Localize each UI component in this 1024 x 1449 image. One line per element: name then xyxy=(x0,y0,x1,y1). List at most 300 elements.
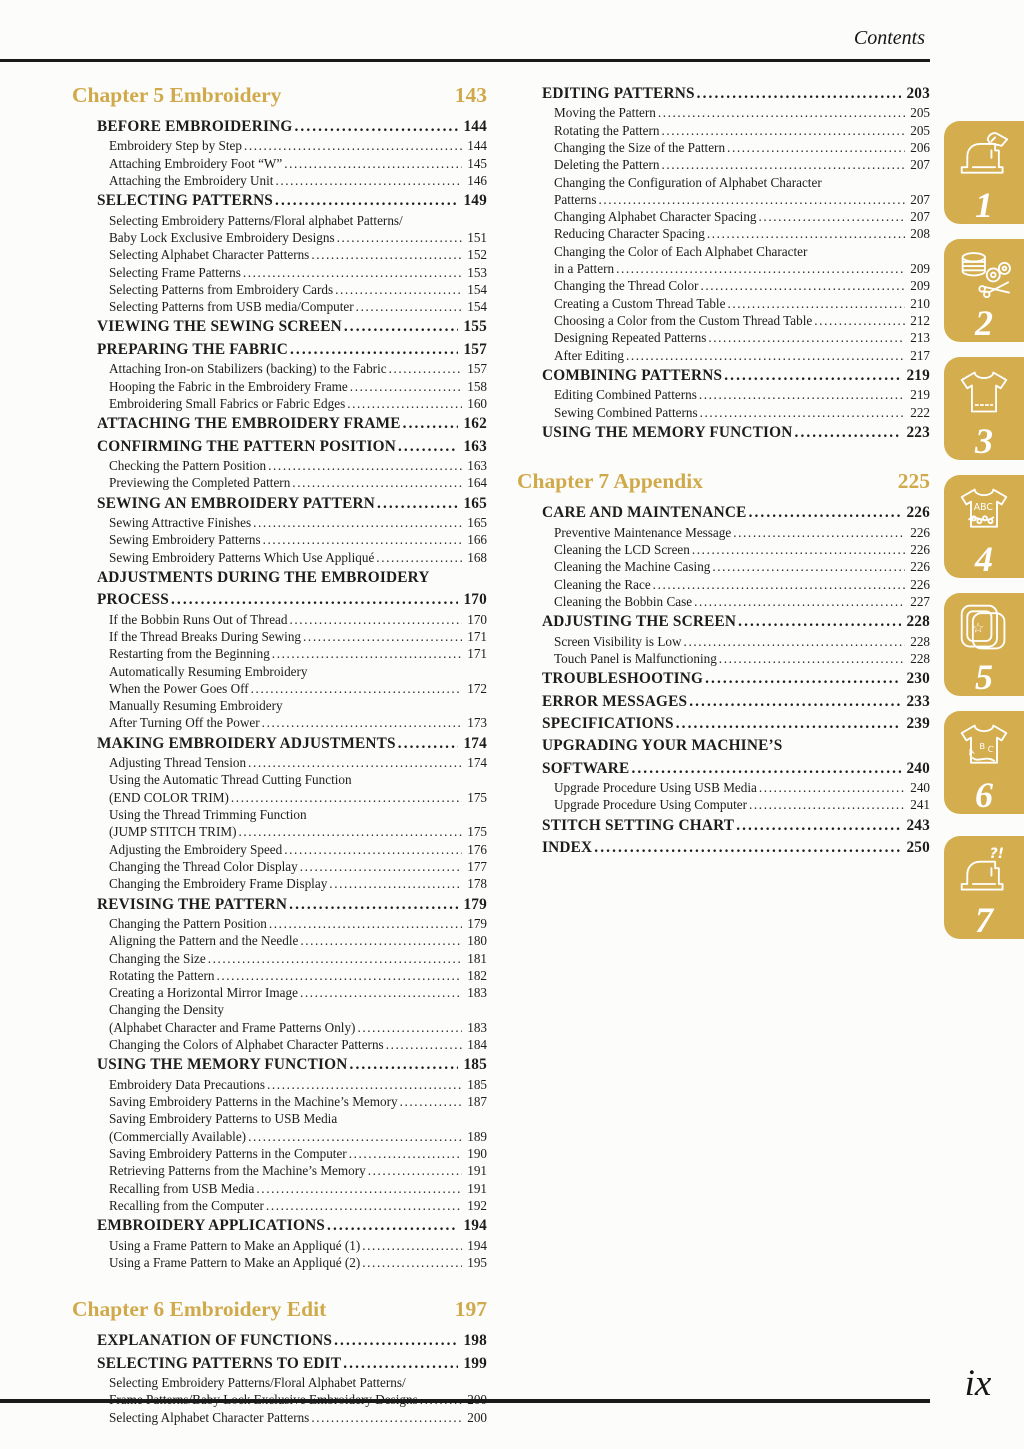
entry-page-number: 144 xyxy=(463,118,487,135)
dot-leader xyxy=(357,1019,462,1036)
entry-page-number: 241 xyxy=(910,797,930,813)
entry-page-number: 209 xyxy=(910,278,930,294)
entry-title: SELECTING PATTERNS xyxy=(97,192,274,210)
dot-leader xyxy=(253,514,462,531)
entry-page-number: 226 xyxy=(910,524,930,540)
entry-page-number: 168 xyxy=(467,549,487,565)
subsection-entry-row xyxy=(517,156,930,173)
dot-leader xyxy=(294,117,458,137)
entry-title: Rotating the Pattern xyxy=(109,967,215,983)
dot-leader xyxy=(344,317,459,337)
entry-title: Patterns xyxy=(554,191,597,207)
entry-page-number: 144 xyxy=(467,138,487,154)
dot-leader xyxy=(208,950,463,967)
entry-page-number: 225 xyxy=(897,469,930,494)
entry-title: SELECTING PATTERNS TO EDIT xyxy=(97,1354,342,1372)
entry-page-number: 203 xyxy=(906,85,930,102)
dot-leader xyxy=(700,277,905,294)
entry-page-number: 226 xyxy=(910,576,930,592)
entry-title: Cleaning the Machine Casing xyxy=(554,559,711,575)
subsection-entry-row xyxy=(72,950,487,967)
subsection-entry-row xyxy=(517,650,930,667)
subsection-entry-row xyxy=(72,378,487,395)
dot-leader xyxy=(284,841,462,858)
dot-leader xyxy=(599,191,906,208)
section-entry-row xyxy=(517,692,930,712)
header-rule xyxy=(0,59,930,62)
section-entry-row xyxy=(72,437,487,457)
dot-leader xyxy=(400,1093,463,1110)
section-entry-row xyxy=(72,191,487,211)
entry-page-number: 228 xyxy=(906,613,930,631)
chapter-tab-4 xyxy=(944,475,1024,578)
subsection-entry-row xyxy=(72,474,487,491)
subsection-entry-row xyxy=(72,229,487,246)
chapter-tab-5 xyxy=(944,593,1024,696)
entry-title: in a Pattern xyxy=(554,261,615,277)
dot-leader xyxy=(244,137,462,154)
entry-page-number: 226 xyxy=(910,541,930,557)
entry-title: STITCH SETTING CHART xyxy=(542,816,735,834)
entry-title: Attaching the Embroidery Unit xyxy=(109,173,274,188)
entry-title: ERROR MESSAGES xyxy=(542,692,688,710)
entry-page-number: 149 xyxy=(463,192,487,210)
section-entry-row xyxy=(72,340,487,360)
entry-title: (Commercially Available) xyxy=(109,1128,247,1144)
dot-leader xyxy=(239,823,463,840)
dot-leader xyxy=(350,378,462,395)
entry-title: Selecting Patterns from Embroidery Cards xyxy=(109,281,334,297)
subsection-entry-row xyxy=(72,457,487,474)
tshirt-stitch-icon xyxy=(954,366,1014,423)
dot-leader xyxy=(705,669,901,689)
entry-title: Chapter 5 Embroidery xyxy=(72,83,282,107)
dot-leader xyxy=(267,1076,462,1093)
entry-title: Changing the Thread Color xyxy=(554,278,699,294)
entry-title: Sewing Combined Patterns xyxy=(554,404,698,420)
entry-title: When the Power Goes Off xyxy=(109,680,249,696)
entry-page-number: 226 xyxy=(910,559,930,575)
entry-page-number: 163 xyxy=(463,437,487,455)
chapter-tab-number: 6 xyxy=(975,775,993,815)
entry-page-number: 194 xyxy=(467,1237,487,1253)
entry-title: Adjusting the Embroidery Speed xyxy=(109,841,283,857)
page-number-folio: ix xyxy=(964,1363,992,1404)
dot-leader xyxy=(727,139,905,156)
entry-page-number: 145 xyxy=(467,155,487,171)
dot-leader xyxy=(377,494,458,514)
dot-leader xyxy=(692,541,905,558)
entry-title: Baby Lock Exclusive Embroidery Designs xyxy=(109,230,335,245)
entry-page-number: 191 xyxy=(467,1163,487,1179)
entry-title: Deleting the Pattern xyxy=(554,157,660,173)
entry-title: Saving Embroidery Patterns in the Machine’s Memory xyxy=(109,1094,398,1110)
entry-page-number: 185 xyxy=(467,1076,487,1092)
subsection-entry-row xyxy=(72,1180,487,1197)
dot-leader xyxy=(759,208,906,225)
dot-leader xyxy=(356,298,463,315)
entry-page-number: 176 xyxy=(467,841,487,857)
dot-leader xyxy=(248,754,462,771)
entry-title: Moving the Pattern xyxy=(554,105,656,121)
entry-title: Creating a Custom Thread Table xyxy=(554,295,726,311)
dot-leader xyxy=(350,1055,459,1075)
entry-page-number: 171 xyxy=(467,629,487,644)
svg-text:A: A xyxy=(966,745,976,758)
toc-column-right xyxy=(517,82,930,859)
entry-title: Saving Embroidery Patterns to USB Media xyxy=(109,1111,338,1127)
subsection-entry-row xyxy=(72,1110,487,1127)
subsection-entry-row xyxy=(72,1197,487,1214)
entry-title: Sewing Attractive Finishes xyxy=(109,515,252,530)
dot-leader xyxy=(335,281,462,298)
dot-leader xyxy=(231,789,462,806)
subsection-entry-row xyxy=(72,680,487,697)
svg-text:?!: ?! xyxy=(989,846,1004,862)
chapter-tab-number: 3 xyxy=(975,421,993,461)
tshirt-character-decorative-icon xyxy=(954,484,1014,541)
subsection-entry-row xyxy=(72,858,487,875)
entry-page-number: 230 xyxy=(906,670,930,688)
dot-leader xyxy=(248,1128,462,1145)
entry-page-number: 208 xyxy=(910,226,930,242)
entry-title: ATTACHING THE EMBROIDERY FRAME xyxy=(97,415,401,433)
section-entry-row xyxy=(517,612,930,632)
entry-page-number: 207 xyxy=(910,157,930,173)
entry-page-number: 174 xyxy=(467,755,487,771)
entry-title: Restarting from the Beginning xyxy=(109,646,270,662)
subsection-entry-row xyxy=(517,122,930,139)
subsection-entry-row xyxy=(517,558,930,575)
section-entry-row xyxy=(517,84,930,104)
entry-title: Changing the Configuration of Alphabet Character xyxy=(554,174,822,190)
subsection-entry-row xyxy=(72,645,487,662)
entry-title: Hooping the Fabric in the Embroidery Frame xyxy=(109,378,348,394)
subsection-entry-row xyxy=(72,246,487,263)
chapter-tab-number: 2 xyxy=(975,303,993,343)
dot-leader xyxy=(727,295,905,312)
entry-page-number: 165 xyxy=(463,494,487,512)
entry-title: PREPARING THE FABRIC xyxy=(97,340,288,358)
entry-page-number: 179 xyxy=(463,895,487,913)
chapter-tab-bar xyxy=(944,121,1024,939)
entry-page-number: 200 xyxy=(467,1409,487,1425)
bobbin-thread-scissors-icon xyxy=(954,248,1014,305)
subsection-entry-row xyxy=(72,531,487,548)
section-entry-row xyxy=(72,1055,487,1075)
entry-title: Creating a Horizontal Mirror Image xyxy=(109,985,298,1001)
dot-leader xyxy=(243,264,462,281)
section-entry-row xyxy=(517,838,930,858)
entry-title: VIEWING THE SEWING SCREEN xyxy=(97,318,342,336)
subsection-entry-row xyxy=(72,155,487,172)
section-entry-row xyxy=(72,494,487,514)
entry-title: If the Bobbin Runs Out of Thread xyxy=(109,611,288,627)
entry-title: After Editing xyxy=(554,347,624,363)
dot-leader xyxy=(275,191,458,211)
subsection-entry-row xyxy=(72,714,487,731)
entry-title: Changing the Color of Each Alphabet Character xyxy=(554,243,808,259)
dot-leader xyxy=(284,155,462,172)
section-entry-row xyxy=(72,895,487,915)
subsection-entry-row xyxy=(72,806,487,823)
subsection-entry-row xyxy=(517,104,930,121)
entry-title: Choosing a Color from the Custom Thread Table xyxy=(554,312,813,328)
subsection-entry-row xyxy=(72,281,487,298)
entry-page-number: 187 xyxy=(467,1094,487,1110)
entry-title: REVISING THE PATTERN xyxy=(97,895,288,913)
subsection-entry-row xyxy=(72,1093,487,1110)
section-entry-row xyxy=(72,317,487,337)
entry-title: Selecting Frame Patterns xyxy=(109,264,241,280)
entry-page-number: 228 xyxy=(910,633,930,649)
dot-leader xyxy=(256,1180,462,1197)
subsection-entry-row xyxy=(72,611,487,628)
subsection-entry-row xyxy=(72,264,487,281)
entry-page-number: 162 xyxy=(463,415,487,433)
subsection-entry-row xyxy=(72,1019,487,1036)
entry-title: Retrieving Patterns from the Machine’s Memory xyxy=(109,1163,366,1179)
entry-title: TROUBLESHOOTING xyxy=(542,670,704,688)
subsection-entry-row xyxy=(517,386,930,403)
entry-page-number: 179 xyxy=(467,915,487,931)
entry-title: INDEX xyxy=(542,839,593,857)
subsection-entry-row xyxy=(72,915,487,932)
subsection-entry-row xyxy=(517,277,930,294)
entry-title: Attaching Embroidery Foot “W” xyxy=(109,155,283,171)
entry-title: Changing the Size of the Pattern xyxy=(554,140,726,155)
section-entry-row xyxy=(72,117,487,137)
section-entry-row xyxy=(517,759,930,779)
entry-page-number: 223 xyxy=(906,423,930,441)
section-entry-row xyxy=(72,1331,487,1351)
dot-leader xyxy=(631,759,901,779)
dot-leader xyxy=(251,680,463,697)
entry-title: Editing Combined Patterns xyxy=(554,387,697,403)
entry-title: Sewing Embroidery Patterns Which Use Appliqué xyxy=(109,549,375,565)
entry-title: SOFTWARE xyxy=(542,759,630,777)
entry-title: BEFORE EMBROIDERING xyxy=(97,118,293,135)
entry-page-number: 213 xyxy=(910,330,930,346)
dot-leader xyxy=(266,1197,462,1214)
chapter-tab-number: 1 xyxy=(975,185,993,225)
section-entry-row xyxy=(517,714,930,734)
entry-page-number: 181 xyxy=(467,950,487,966)
dot-leader xyxy=(362,1237,462,1254)
entry-page-number: 153 xyxy=(467,264,487,280)
subsection-entry-row xyxy=(517,796,930,813)
dot-leader xyxy=(749,503,902,523)
entry-title: ADJUSTMENTS DURING THE EMBROIDERY xyxy=(97,568,430,586)
subsection-entry-row xyxy=(72,212,487,229)
dot-leader xyxy=(216,967,462,984)
entry-title: Selecting Patterns from USB media/Computer xyxy=(109,299,354,315)
section-entry-row xyxy=(72,414,487,434)
dot-leader xyxy=(733,524,905,541)
entry-page-number: 240 xyxy=(910,780,930,796)
entry-page-number: 217 xyxy=(910,347,930,363)
entry-page-number: 172 xyxy=(467,680,487,696)
entry-title: Embroidering Small Fabrics or Fabric Edges xyxy=(109,395,346,411)
dot-leader xyxy=(759,779,905,796)
entry-title: Touch Panel is Malfunctioning xyxy=(554,650,717,666)
subsection-entry-row xyxy=(517,347,930,364)
entry-page-number: 173 xyxy=(467,715,487,731)
entry-title: Changing the Size xyxy=(109,950,206,966)
entry-title: Reducing Character Spacing xyxy=(554,226,705,242)
entry-page-number: 197 xyxy=(454,1297,487,1322)
chapter-tab-7 xyxy=(944,836,1024,939)
entry-page-number: 212 xyxy=(910,312,930,328)
footer-rule xyxy=(0,1399,930,1403)
entry-title: Changing the Thread Color Display xyxy=(109,858,298,874)
subsection-entry-row xyxy=(72,628,487,645)
entry-page-number: 183 xyxy=(467,1019,487,1035)
dot-leader xyxy=(700,404,906,421)
dot-leader xyxy=(362,1254,462,1271)
svg-text:B: B xyxy=(979,740,986,751)
section-entry-row xyxy=(517,669,930,689)
subsection-entry-row xyxy=(72,1254,487,1271)
section-entry-row xyxy=(517,423,930,443)
dot-leader xyxy=(268,457,462,474)
entry-page-number: 146 xyxy=(467,173,487,188)
subsection-entry-row xyxy=(517,243,930,260)
chapter-tab-number: 4 xyxy=(975,539,993,579)
entry-title: Changing the Pattern Position xyxy=(109,915,267,931)
entry-title: Changing the Colors of Alphabet Character Patterns xyxy=(109,1037,384,1053)
entry-title: (END COLOR TRIM) xyxy=(109,789,229,805)
dot-leader xyxy=(699,386,905,403)
entry-title: Changing the Density xyxy=(109,1002,225,1018)
subsection-entry-row xyxy=(517,295,930,312)
subsection-entry-row xyxy=(72,360,487,377)
subsection-entry-row xyxy=(517,633,930,650)
sewing-machine-setup-icon xyxy=(954,130,1014,187)
entry-title: Designing Repeated Patterns xyxy=(554,330,707,346)
section-entry-row xyxy=(517,816,930,836)
section-entry-row xyxy=(72,590,487,610)
entry-title: SPECIFICATIONS xyxy=(542,714,674,732)
subsection-entry-row xyxy=(517,593,930,610)
entry-title: EDITING PATTERNS xyxy=(542,85,695,102)
dot-leader xyxy=(334,1331,458,1351)
dot-leader xyxy=(386,1036,463,1053)
dot-leader xyxy=(676,714,902,734)
entry-title: Recalling from USB Media xyxy=(109,1180,255,1196)
dot-leader xyxy=(292,474,462,491)
entry-title: Sewing Embroidery Patterns xyxy=(109,532,261,548)
subsection-entry-row xyxy=(517,139,930,156)
entry-page-number: 226 xyxy=(906,504,930,522)
entry-title: Manually Resuming Embroidery xyxy=(109,698,283,714)
dot-leader xyxy=(814,312,905,329)
subsection-entry-row xyxy=(72,984,487,1001)
subsection-entry-row xyxy=(517,208,930,225)
entry-page-number: 198 xyxy=(463,1332,487,1350)
dot-leader xyxy=(712,558,905,575)
dot-leader xyxy=(707,225,905,242)
subsection-entry-row xyxy=(72,1237,487,1254)
entry-title: (JUMP STITCH TRIM) xyxy=(109,824,237,840)
entry-page-number: 205 xyxy=(910,105,930,121)
chapter-tab-1 xyxy=(944,121,1024,224)
entry-title: Screen Visibility is Low xyxy=(554,633,682,649)
dot-leader xyxy=(594,838,901,858)
entry-title: Selecting Embroidery Patterns/Floral Alphabet Patterns/ xyxy=(109,1374,406,1390)
entry-title: Using a Frame Pattern to Make an Appliqué (2) xyxy=(109,1254,361,1270)
dot-leader xyxy=(290,340,458,360)
subsection-entry-row xyxy=(72,823,487,840)
entry-title: Changing Alphabet Character Spacing xyxy=(554,209,757,225)
subsection-entry-row xyxy=(517,174,930,191)
subsection-entry-row xyxy=(72,1162,487,1179)
dot-leader xyxy=(694,593,905,610)
dot-leader xyxy=(300,984,462,1001)
subsection-entry-row xyxy=(72,1036,487,1053)
svg-text:C: C xyxy=(986,743,995,755)
section-entry-row xyxy=(517,503,930,523)
dot-leader xyxy=(661,156,905,173)
entry-page-number: 178 xyxy=(467,876,487,892)
tshirt-embroidery-edit-icon xyxy=(954,720,1014,777)
subsection-entry-row xyxy=(517,404,930,421)
subsection-entry-row xyxy=(72,1076,487,1093)
subsection-entry-row xyxy=(72,771,487,788)
entry-page-number: 250 xyxy=(906,839,930,857)
entry-page-number: 170 xyxy=(463,591,487,609)
subsection-entry-row xyxy=(517,191,930,208)
entry-title: Using a Frame Pattern to Make an Appliqué (1) xyxy=(109,1237,361,1253)
entry-page-number: 194 xyxy=(463,1217,487,1235)
dot-leader xyxy=(653,576,906,593)
entry-title: Attaching Iron-on Stabilizers (backing) to the Fabric xyxy=(109,361,387,377)
entry-page-number: 219 xyxy=(910,387,930,403)
page-header-title: Contents xyxy=(853,27,925,49)
subsection-entry-row xyxy=(72,841,487,858)
dot-leader xyxy=(719,650,905,667)
chapter-heading-row xyxy=(72,1296,487,1323)
dot-leader xyxy=(724,366,901,386)
dot-leader xyxy=(708,329,905,346)
entry-title: (Alphabet Character and Frame Patterns Only) xyxy=(109,1019,356,1035)
dot-leader xyxy=(626,347,905,364)
entry-title: CONFIRMING THE PATTERN POSITION xyxy=(97,437,396,455)
entry-page-number: 191 xyxy=(467,1180,487,1196)
entry-page-number: 157 xyxy=(467,361,487,377)
entry-page-number: 190 xyxy=(467,1145,487,1161)
chapter-tab-2 xyxy=(944,239,1024,342)
entry-page-number: 175 xyxy=(467,789,487,805)
entry-page-number: 143 xyxy=(454,83,487,107)
subsection-entry-row xyxy=(517,312,930,329)
dot-leader xyxy=(616,260,905,277)
entry-page-number: 183 xyxy=(467,985,487,1001)
subsection-entry-row xyxy=(72,1145,487,1162)
entry-page-number: 158 xyxy=(467,378,487,394)
entry-title: After Turning Off the Power xyxy=(109,715,260,731)
subsection-entry-row xyxy=(72,789,487,806)
subsection-entry-row xyxy=(72,754,487,771)
entry-title: Previewing the Completed Pattern xyxy=(109,475,291,491)
subsection-entry-row xyxy=(517,576,930,593)
entry-title: Cleaning the LCD Screen xyxy=(554,541,690,557)
svg-text:ABC: ABC xyxy=(973,502,993,513)
dot-leader xyxy=(275,172,462,189)
subsection-entry-row xyxy=(72,298,487,315)
section-entry-row xyxy=(72,568,487,588)
entry-title: COMBINING PATTERNS xyxy=(542,366,723,384)
